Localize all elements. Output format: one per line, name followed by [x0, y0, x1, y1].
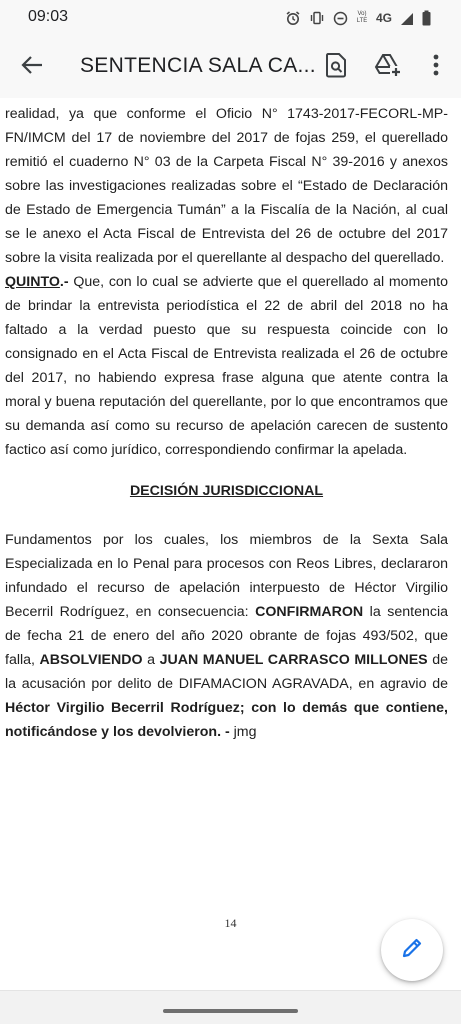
decision-absolviendo: ABSOLVIENDO	[39, 652, 143, 668]
more-options-button[interactable]	[424, 52, 448, 82]
decision-confirmaron: CONFIRMARON	[255, 604, 364, 620]
edit-fab-button[interactable]	[381, 919, 443, 981]
quinto-text: Que, con lo cual se advierte que el querellado al momento de brindar la entrevista periodística el 22 de abril del 2018 no ha faltado a la verdad puesto que su respuesta coincide con lo consignado en el Acta Fiscal de Entrevista realizada el 26 de octubre del 2017, no habiendo expresa frase alguna que atente contra la moral y buena reputación del querellante, por lo que encontramos que su demanda así como su recurso de apelación carecen de sustento factico así como jurídico, correspondiendo confirmar la apelada.	[5, 274, 448, 458]
document-title: SENTENCIA SALA CA...	[80, 54, 316, 77]
decision-initials: jmg	[229, 724, 257, 740]
status-time: 09:03	[28, 8, 69, 25]
lte-label: Vo) LTE	[356, 11, 368, 24]
decision-text-e: a	[142, 652, 160, 668]
edit-pencil-icon	[401, 937, 423, 964]
decision-text-a: Fundamentos por los cuales, los miembros de la Sexta Sala Especializada en lo Penal para procesos con Reos Libres, declararon infundado el recurso de apelación interpuesto de Héctor Virgilio Becerril Rodríguez, en consecuencia:	[5, 532, 448, 620]
battery-icon	[422, 10, 431, 26]
quinto-label: QUINTO	[5, 274, 60, 290]
status-bar	[0, 0, 461, 36]
gesture-handle[interactable]	[163, 1009, 298, 1013]
app-bar	[0, 36, 461, 98]
system-navigation-bar	[0, 990, 461, 1024]
quinto-dash: .-	[59, 274, 69, 290]
status-icons	[285, 8, 431, 28]
back-arrow-icon	[21, 55, 43, 80]
add-to-drive-icon	[374, 52, 402, 83]
document-page[interactable]	[0, 98, 461, 990]
alarm-icon	[285, 10, 301, 26]
decision-complainant: Héctor Virgilio Becerril Rodríguez; con lo demás que contiene, notificándose y los devolvieron. -	[5, 700, 448, 740]
section-heading: DECISIÓN JURISDICCIONAL	[129, 483, 324, 499]
add-to-drive-button[interactable]	[373, 52, 403, 82]
decision-defendant-name: JUAN MANUEL CARRASCO MILLONES	[159, 652, 428, 668]
more-vert-icon	[433, 54, 439, 81]
paragraph-continuation: realidad, ya que conforme el Oficio N° 1743-2017-FECORL-MP-FN/IMCM del 17 de noviembre del 2017 de fojas 259, el querellado remitió el cuaderno N° 03 de la Carpeta Fiscal N° 39-2016 y anexos sobre las investigaciones realizadas sobre el “Estado de Declaración de Estado de Emergencia Tumán” a la Fiscalía de la Nación, al cual se le anexo el Acta Fiscal de Entrevista del 26 de octubre del 2017 sobre la visita realizada por el querellante al despacho del querellado.	[5, 106, 448, 266]
find-in-page-button[interactable]	[322, 52, 350, 82]
page-number: 14	[224, 916, 237, 930]
document-content	[5, 102, 448, 744]
vibrate-icon	[309, 10, 325, 26]
decision-text-c: la sentencia de fecha 21 de enero del año 2020 obrante de fojas 493/502, que falla,	[5, 604, 448, 668]
paragraph-quinto	[5, 270, 448, 462]
back-button[interactable]	[16, 51, 48, 83]
do-not-disturb-icon	[333, 11, 348, 26]
signal-icon	[400, 11, 414, 26]
network-type-label: 4G	[375, 11, 392, 25]
decision-text-g: de la acusación por delito de DIFAMACION AGRAVADA, en agravio de	[5, 652, 448, 692]
paragraph-decision	[5, 528, 448, 744]
find-in-page-icon	[325, 52, 347, 83]
